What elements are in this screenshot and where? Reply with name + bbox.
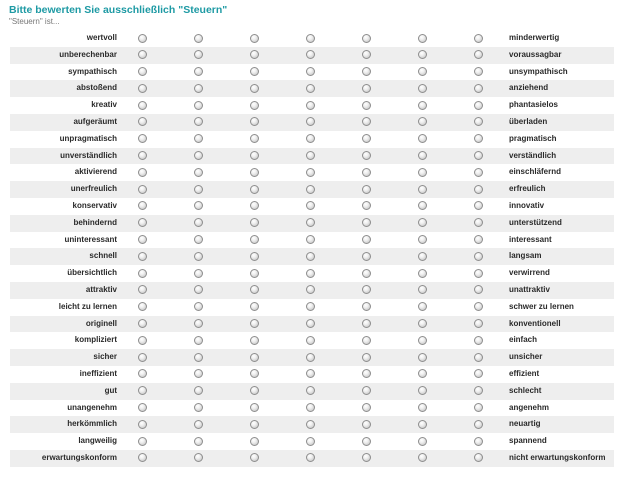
rating-radio-3[interactable] <box>250 252 259 261</box>
rating-radio-7[interactable] <box>474 386 483 395</box>
rating-radio-1[interactable] <box>138 218 147 227</box>
left-anchor-label: uninteressant <box>64 234 117 244</box>
rating-radio-2[interactable] <box>194 67 203 76</box>
right-anchor-label: neuartig <box>509 419 541 429</box>
left-anchor-label: aktivierend <box>74 167 117 177</box>
rating-radio-4[interactable] <box>306 151 315 160</box>
rating-radio-5[interactable] <box>362 437 371 446</box>
rating-radio-3[interactable] <box>250 319 259 328</box>
rating-radio-2[interactable] <box>194 353 203 362</box>
rating-row <box>10 30 614 47</box>
rating-row <box>10 433 614 450</box>
rating-radio-2[interactable] <box>194 453 203 462</box>
rating-radio-6[interactable] <box>418 201 427 210</box>
rating-radio-5[interactable] <box>362 319 371 328</box>
rating-radio-3[interactable] <box>250 168 259 177</box>
rating-row <box>10 232 614 249</box>
rating-radio-1[interactable] <box>138 252 147 261</box>
rating-radio-5[interactable] <box>362 302 371 311</box>
rating-row <box>10 383 614 400</box>
rating-radio-5[interactable] <box>362 34 371 43</box>
rating-row <box>10 450 614 467</box>
rating-radio-6[interactable] <box>418 336 427 345</box>
right-anchor-label: konventionell <box>509 318 561 328</box>
rating-row <box>10 349 614 366</box>
rating-radio-6[interactable] <box>418 302 427 311</box>
rating-radio-4[interactable] <box>306 420 315 429</box>
rating-radio-7[interactable] <box>474 34 483 43</box>
semantic-differential-grid <box>10 30 614 467</box>
rating-radio-7[interactable] <box>474 101 483 110</box>
rating-radio-1[interactable] <box>138 134 147 143</box>
rating-row <box>10 299 614 316</box>
rating-row <box>10 400 614 417</box>
rating-radio-5[interactable] <box>362 353 371 362</box>
rating-radio-7[interactable] <box>474 319 483 328</box>
rating-radio-3[interactable] <box>250 403 259 412</box>
left-anchor-label: übersichtlich <box>67 268 117 278</box>
right-anchor-label: innovativ <box>509 200 545 210</box>
rating-radio-7[interactable] <box>474 252 483 261</box>
rating-radio-3[interactable] <box>250 218 259 227</box>
rating-radio-7[interactable] <box>474 201 483 210</box>
rating-row <box>10 80 614 97</box>
rating-radio-5[interactable] <box>362 117 371 126</box>
left-anchor-label: kompliziert <box>74 335 117 345</box>
rating-row <box>10 265 614 282</box>
right-anchor-label: überladen <box>509 116 548 126</box>
rating-radio-1[interactable] <box>138 453 147 462</box>
rating-radio-7[interactable] <box>474 453 483 462</box>
right-anchor-label: unsympathisch <box>509 66 568 76</box>
left-anchor-label: behindernd <box>73 217 117 227</box>
left-anchor-label: unberechenbar <box>59 49 117 59</box>
rating-radio-4[interactable] <box>306 403 315 412</box>
right-anchor-label: unattraktiv <box>509 284 550 294</box>
rating-radio-2[interactable] <box>194 185 203 194</box>
right-anchor-label: nicht erwartungskonform <box>509 452 606 462</box>
rating-radio-1[interactable] <box>138 386 147 395</box>
rating-radio-7[interactable] <box>474 67 483 76</box>
rating-radio-1[interactable] <box>138 151 147 160</box>
rating-radio-4[interactable] <box>306 185 315 194</box>
rating-radio-2[interactable] <box>194 319 203 328</box>
rating-radio-6[interactable] <box>418 353 427 362</box>
rating-radio-3[interactable] <box>250 151 259 160</box>
rating-radio-5[interactable] <box>362 50 371 59</box>
rating-radio-2[interactable] <box>194 437 203 446</box>
rating-radio-5[interactable] <box>362 252 371 261</box>
rating-row <box>10 416 614 433</box>
rating-radio-6[interactable] <box>418 420 427 429</box>
rating-radio-6[interactable] <box>418 84 427 93</box>
rating-radio-5[interactable] <box>362 101 371 110</box>
rating-radio-2[interactable] <box>194 302 203 311</box>
rating-radio-2[interactable] <box>194 134 203 143</box>
rating-radio-1[interactable] <box>138 168 147 177</box>
rating-radio-3[interactable] <box>250 201 259 210</box>
rating-radio-3[interactable] <box>250 453 259 462</box>
rating-radio-2[interactable] <box>194 151 203 160</box>
rating-radio-1[interactable] <box>138 50 147 59</box>
rating-radio-1[interactable] <box>138 302 147 311</box>
rating-radio-6[interactable] <box>418 386 427 395</box>
rating-radio-6[interactable] <box>418 168 427 177</box>
rating-radio-5[interactable] <box>362 201 371 210</box>
rating-radio-7[interactable] <box>474 269 483 278</box>
rating-radio-4[interactable] <box>306 285 315 294</box>
rating-radio-5[interactable] <box>362 235 371 244</box>
rating-radio-1[interactable] <box>138 420 147 429</box>
rating-radio-1[interactable] <box>138 201 147 210</box>
left-anchor-label: erwartungskonform <box>41 452 117 462</box>
rating-radio-7[interactable] <box>474 336 483 345</box>
right-anchor-label: unterstützend <box>509 217 562 227</box>
rating-radio-1[interactable] <box>138 369 147 378</box>
rating-radio-5[interactable] <box>362 151 371 160</box>
rating-radio-2[interactable] <box>194 101 203 110</box>
rating-radio-7[interactable] <box>474 185 483 194</box>
rating-radio-7[interactable] <box>474 285 483 294</box>
left-anchor-label: abstoßend <box>76 83 117 93</box>
rating-radio-3[interactable] <box>250 386 259 395</box>
rating-radio-1[interactable] <box>138 319 147 328</box>
rating-radio-4[interactable] <box>306 235 315 244</box>
rating-radio-3[interactable] <box>250 235 259 244</box>
left-anchor-label: wertvoll <box>86 33 117 42</box>
right-anchor-label: effizient <box>509 368 540 378</box>
rating-radio-2[interactable] <box>194 403 203 412</box>
left-anchor-label: kreativ <box>91 100 117 110</box>
rating-radio-4[interactable] <box>306 134 315 143</box>
rating-radio-6[interactable] <box>418 218 427 227</box>
left-anchor-label: attraktiv <box>85 284 117 294</box>
rating-row <box>10 215 614 232</box>
rating-radio-2[interactable] <box>194 84 203 93</box>
rating-radio-5[interactable] <box>362 168 371 177</box>
rating-radio-5[interactable] <box>362 67 371 76</box>
right-anchor-label: voraussagbar <box>509 49 562 59</box>
rating-row <box>10 164 614 181</box>
rating-radio-7[interactable] <box>474 168 483 177</box>
rating-row <box>10 332 614 349</box>
rating-radio-5[interactable] <box>362 185 371 194</box>
rating-radio-3[interactable] <box>250 269 259 278</box>
right-anchor-label: schlecht <box>509 385 542 395</box>
rating-radio-6[interactable] <box>418 403 427 412</box>
right-anchor-label: verwirrend <box>509 268 550 278</box>
rating-radio-5[interactable] <box>362 84 371 93</box>
rating-radio-6[interactable] <box>418 117 427 126</box>
left-anchor-label: originell <box>85 318 117 328</box>
right-anchor-label: erfreulich <box>509 184 546 194</box>
rating-radio-7[interactable] <box>474 420 483 429</box>
rating-radio-3[interactable] <box>250 34 259 43</box>
rating-radio-7[interactable] <box>474 353 483 362</box>
left-anchor-label: aufgeräumt <box>73 116 117 126</box>
rating-radio-3[interactable] <box>250 285 259 294</box>
rating-radio-7[interactable] <box>474 151 483 160</box>
rating-radio-4[interactable] <box>306 67 315 76</box>
rating-radio-6[interactable] <box>418 50 427 59</box>
left-anchor-label: herkömmlich <box>67 419 117 429</box>
rating-radio-4[interactable] <box>306 453 315 462</box>
rating-row <box>10 97 614 114</box>
left-anchor-label: konservativ <box>72 200 117 210</box>
left-anchor-label: sympathisch <box>68 66 117 76</box>
rating-radio-4[interactable] <box>306 101 315 110</box>
rating-radio-5[interactable] <box>362 285 371 294</box>
rating-radio-6[interactable] <box>418 285 427 294</box>
rating-radio-4[interactable] <box>306 319 315 328</box>
rating-radio-2[interactable] <box>194 386 203 395</box>
right-anchor-label: unsicher <box>509 352 543 362</box>
rating-radio-5[interactable] <box>362 386 371 395</box>
rating-radio-6[interactable] <box>418 34 427 43</box>
right-anchor-label: phantasielos <box>509 100 558 110</box>
rating-radio-1[interactable] <box>138 101 147 110</box>
rating-radio-2[interactable] <box>194 34 203 43</box>
rating-radio-1[interactable] <box>138 117 147 126</box>
rating-radio-1[interactable] <box>138 285 147 294</box>
rating-radio-1[interactable] <box>138 437 147 446</box>
rating-radio-7[interactable] <box>474 403 483 412</box>
rating-radio-2[interactable] <box>194 252 203 261</box>
rating-radio-4[interactable] <box>306 353 315 362</box>
rating-radio-1[interactable] <box>138 336 147 345</box>
right-anchor-label: einschläfernd <box>509 167 562 177</box>
rating-radio-4[interactable] <box>306 218 315 227</box>
left-anchor-label: schnell <box>89 251 117 261</box>
rating-radio-6[interactable] <box>418 369 427 378</box>
rating-radio-3[interactable] <box>250 84 259 93</box>
rating-radio-1[interactable] <box>138 235 147 244</box>
right-anchor-label: pragmatisch <box>509 133 557 143</box>
rating-radio-3[interactable] <box>250 185 259 194</box>
rating-radio-1[interactable] <box>138 403 147 412</box>
rating-radio-3[interactable] <box>250 336 259 345</box>
rating-radio-4[interactable] <box>306 437 315 446</box>
rating-radio-7[interactable] <box>474 134 483 143</box>
rating-radio-7[interactable] <box>474 84 483 93</box>
rating-radio-6[interactable] <box>418 134 427 143</box>
left-anchor-label: unangenehm <box>67 402 117 412</box>
rating-row <box>10 316 614 333</box>
rating-radio-7[interactable] <box>474 235 483 244</box>
rating-radio-3[interactable] <box>250 134 259 143</box>
rating-radio-6[interactable] <box>418 151 427 160</box>
rating-radio-6[interactable] <box>418 319 427 328</box>
rating-row <box>10 131 614 148</box>
rating-radio-4[interactable] <box>306 386 315 395</box>
rating-row <box>10 282 614 299</box>
rating-radio-7[interactable] <box>474 437 483 446</box>
rating-radio-1[interactable] <box>138 185 147 194</box>
rating-radio-3[interactable] <box>250 50 259 59</box>
rating-radio-3[interactable] <box>250 101 259 110</box>
rating-row <box>10 181 614 198</box>
rating-radio-1[interactable] <box>138 34 147 43</box>
rating-radio-5[interactable] <box>362 134 371 143</box>
right-anchor-label: angenehm <box>509 402 550 412</box>
rating-radio-5[interactable] <box>362 369 371 378</box>
rating-row <box>10 64 614 81</box>
rating-radio-7[interactable] <box>474 218 483 227</box>
right-anchor-label: schwer zu lernen <box>509 301 574 311</box>
rating-radio-2[interactable] <box>194 336 203 345</box>
rating-radio-4[interactable] <box>306 34 315 43</box>
rating-radio-2[interactable] <box>194 201 203 210</box>
left-anchor-label: unverständlich <box>60 150 117 160</box>
rating-radio-5[interactable] <box>362 269 371 278</box>
right-anchor-label: minderwertig <box>509 33 560 42</box>
rating-radio-3[interactable] <box>250 420 259 429</box>
rating-radio-7[interactable] <box>474 302 483 311</box>
rating-radio-6[interactable] <box>418 185 427 194</box>
rating-radio-4[interactable] <box>306 168 315 177</box>
rating-radio-4[interactable] <box>306 269 315 278</box>
rating-radio-3[interactable] <box>250 353 259 362</box>
rating-radio-4[interactable] <box>306 336 315 345</box>
rating-radio-6[interactable] <box>418 252 427 261</box>
rating-row <box>10 114 614 131</box>
rating-radio-1[interactable] <box>138 84 147 93</box>
rating-radio-6[interactable] <box>418 101 427 110</box>
right-anchor-label: interessant <box>509 234 552 244</box>
rating-radio-1[interactable] <box>138 353 147 362</box>
left-anchor-label: leicht zu lernen <box>58 301 117 311</box>
rating-radio-4[interactable] <box>306 84 315 93</box>
rating-radio-4[interactable] <box>306 252 315 261</box>
rating-radio-6[interactable] <box>418 269 427 278</box>
question-title: Bitte bewerten Sie ausschließlich "Steuern" <box>9 4 228 16</box>
rating-radio-2[interactable] <box>194 369 203 378</box>
rating-radio-2[interactable] <box>194 50 203 59</box>
rating-radio-2[interactable] <box>194 218 203 227</box>
rating-row <box>10 366 614 383</box>
rating-radio-2[interactable] <box>194 235 203 244</box>
left-anchor-label: unpragmatisch <box>59 133 117 143</box>
rating-radio-3[interactable] <box>250 302 259 311</box>
rating-radio-7[interactable] <box>474 369 483 378</box>
rating-row <box>10 47 614 64</box>
rating-radio-2[interactable] <box>194 420 203 429</box>
rating-radio-2[interactable] <box>194 168 203 177</box>
question-subtitle: "Steuern" ist... <box>9 17 60 26</box>
rating-radio-5[interactable] <box>362 420 371 429</box>
left-anchor-label: gut <box>104 385 117 395</box>
rating-radio-5[interactable] <box>362 403 371 412</box>
rating-radio-4[interactable] <box>306 302 315 311</box>
rating-radio-3[interactable] <box>250 67 259 76</box>
rating-radio-1[interactable] <box>138 269 147 278</box>
right-anchor-label: langsam <box>509 251 542 261</box>
rating-radio-5[interactable] <box>362 218 371 227</box>
left-anchor-label: unerfreulich <box>70 184 117 194</box>
rating-radio-7[interactable] <box>474 50 483 59</box>
rating-row <box>10 148 614 165</box>
rating-radio-4[interactable] <box>306 117 315 126</box>
rating-radio-4[interactable] <box>306 50 315 59</box>
rating-radio-7[interactable] <box>474 117 483 126</box>
rating-radio-1[interactable] <box>138 67 147 76</box>
right-anchor-label: anziehend <box>509 83 549 93</box>
rating-radio-3[interactable] <box>250 369 259 378</box>
rating-radio-2[interactable] <box>194 269 203 278</box>
rating-radio-5[interactable] <box>362 336 371 345</box>
rating-radio-6[interactable] <box>418 235 427 244</box>
right-anchor-label: verständlich <box>509 150 557 160</box>
rating-radio-4[interactable] <box>306 369 315 378</box>
rating-radio-6[interactable] <box>418 437 427 446</box>
left-anchor-label: langweilig <box>78 436 117 446</box>
rating-radio-4[interactable] <box>306 201 315 210</box>
left-anchor-label: ineffizient <box>79 368 117 378</box>
left-anchor-label: sicher <box>93 352 117 362</box>
rating-radio-3[interactable] <box>250 437 259 446</box>
rating-radio-6[interactable] <box>418 67 427 76</box>
rating-row <box>10 248 614 265</box>
right-anchor-label: spannend <box>509 436 547 446</box>
rating-radio-2[interactable] <box>194 117 203 126</box>
rating-row <box>10 198 614 215</box>
rating-radio-6[interactable] <box>418 453 427 462</box>
rating-radio-3[interactable] <box>250 117 259 126</box>
right-anchor-label: einfach <box>509 335 538 345</box>
rating-radio-2[interactable] <box>194 285 203 294</box>
rating-radio-5[interactable] <box>362 453 371 462</box>
